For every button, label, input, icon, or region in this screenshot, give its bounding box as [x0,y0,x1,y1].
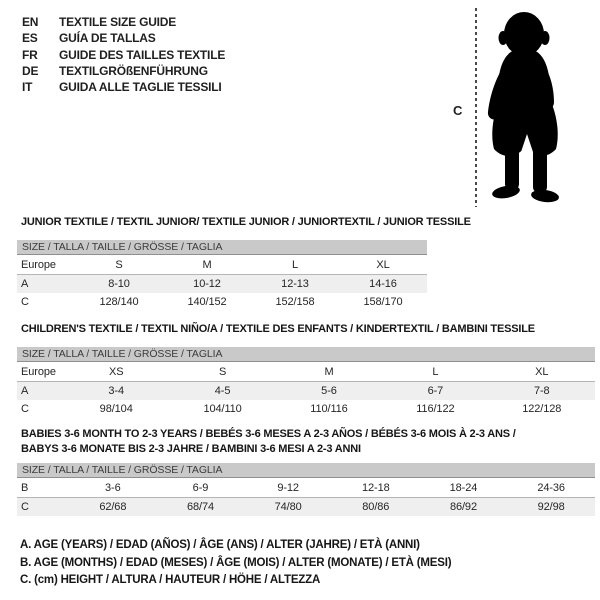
size-value-cell: 4-5 [169,382,275,401]
language-row [22,14,225,30]
size-value-cell: 24-36 [507,478,595,498]
children-size-table [17,362,595,418]
size-value-cell: XL [489,362,595,382]
language-label: TEXTILGRÖßENFÜHRUNG [59,63,208,78]
size-value-cell: 68/74 [157,498,245,517]
size-value-cell: 92/98 [507,498,595,517]
babies-title-line-2: BABYS 3-6 MONATE BIS 2-3 JAHRE / BAMBINI 3-6 MESI A 2-3 ANNI [21,443,361,455]
size-value-cell: 5-6 [276,382,382,401]
size-value-cell: 12-18 [332,478,420,498]
size-value-cell: 14-16 [339,275,427,294]
size-value-cell: XL [339,255,427,275]
junior-section-title: JUNIOR TEXTILE / TEXTIL JUNIOR/ TEXTILE JUNIOR / JUNIORTEXTIL / JUNIOR TESSILE [21,216,471,228]
size-value-cell: 18-24 [420,478,508,498]
size-value-cell: 140/152 [187,296,227,308]
row-label-cell: C [17,498,69,517]
size-value-cell: 122/128 [522,403,562,415]
size-value-cell: 152/158 [275,296,315,308]
size-value-cell: 12-13 [251,275,339,294]
language-row [22,47,225,63]
size-value-cell: 3-6 [69,478,157,498]
table-row [17,498,595,517]
junior-size-table [17,255,427,311]
babies-section-title [21,427,516,457]
babies-title-line-1: BABIES 3-6 MONTH TO 2-3 YEARS / BEBÉS 3-6 MESES A 2-3 AÑOS / BÉBÉS 3-6 MOIS À 2-3 ANS / [21,428,516,440]
toddler-silhouette-image [481,8,575,208]
size-value-cell: 6-7 [382,382,488,401]
size-value-cell: 116/122 [416,403,455,415]
language-row [22,79,225,95]
size-value-cell: M [276,362,382,382]
size-value-cell: 8-10 [75,275,163,294]
babies-size-table [17,478,595,516]
size-value-cell: 9-12 [244,478,332,498]
size-value-cell: S [169,362,275,382]
language-code: DE [22,63,39,78]
size-header-bar: SIZE / TALLA / TAILLE / GRÖSSE / TAGLIA [17,347,595,362]
language-code: FR [22,47,38,62]
size-value-cell: S [75,255,163,275]
language-label: GUÍA DE TALLAS [59,31,156,46]
size-value-cell: L [382,362,488,382]
table-header-row [17,255,427,275]
size-value-cell: 158/170 [363,296,403,308]
row-label-cell: B [17,478,69,498]
table-row [17,382,595,401]
size-value-cell: 7-8 [489,382,595,401]
row-label-cell: C [21,403,29,415]
size-value-cell: 6-9 [157,478,245,498]
language-label: GUIDA ALLE TAGLIE TESSILI [59,80,222,95]
table-row [17,293,427,311]
size-value-cell: 104/110 [203,403,242,415]
table-row [17,275,427,294]
row-label-cell: Europe [17,255,75,275]
language-row [22,63,225,79]
table-header-row [17,478,595,498]
size-header-bar: SIZE / TALLA / TAILLE / GRÖSSE / TAGLIA [17,240,427,255]
size-value-cell: 110/116 [310,403,348,415]
size-value-cell: 10-12 [163,275,251,294]
size-value-cell: 98/104 [99,403,133,415]
row-label-cell: A [17,275,75,294]
row-label-cell: Europe [17,362,63,382]
size-value-cell: 80/86 [332,498,420,517]
row-label-cell: C [21,296,29,308]
size-value-cell: 86/92 [420,498,508,517]
size-header-bar: SIZE / TALLA / TAILLE / GRÖSSE / TAGLIA [17,463,595,478]
size-value-cell: M [163,255,251,275]
size-value-cell: 74/80 [244,498,332,517]
footnote-c: C. (cm) HEIGHT / ALTURA / HAUTEUR / HÖHE / ALTEZZA [20,574,321,587]
height-measure-label: C [453,103,463,118]
size-value-cell: 128/140 [99,296,139,308]
row-label-cell: A [17,382,63,401]
height-dashed-line [475,8,477,207]
language-code: IT [22,80,33,95]
language-code: EN [22,15,39,29]
language-label: GUIDE DES TAILLES TEXTILE [59,47,226,62]
language-header [22,14,225,95]
footnote-b: B. AGE (MONTHS) / EDAD (MESES) / ÂGE (MOIS) / ALTER (MONATE) / ETÀ (MESI) [20,556,452,569]
language-code: ES [22,31,38,46]
size-value-cell: XS [63,362,169,382]
size-value-cell: 3-4 [63,382,169,401]
children-section-title: CHILDREN'S TEXTILE / TEXTIL NIÑO/A / TEXTILE DES ENFANTS / KINDERTEXTIL / BAMBINI TESSILE [21,323,535,335]
table-row [17,400,595,418]
footnote-a: A. AGE (YEARS) / EDAD (AÑOS) / ÂGE (ANS) / ALTER (JAHRE) / ETÀ (ANNI) [20,539,420,551]
language-label: TEXTILE SIZE GUIDE [59,15,177,29]
language-row [22,30,225,46]
size-value-cell: L [251,255,339,275]
size-value-cell: 62/68 [69,498,157,517]
table-header-row [17,362,595,382]
footnotes [20,537,451,590]
